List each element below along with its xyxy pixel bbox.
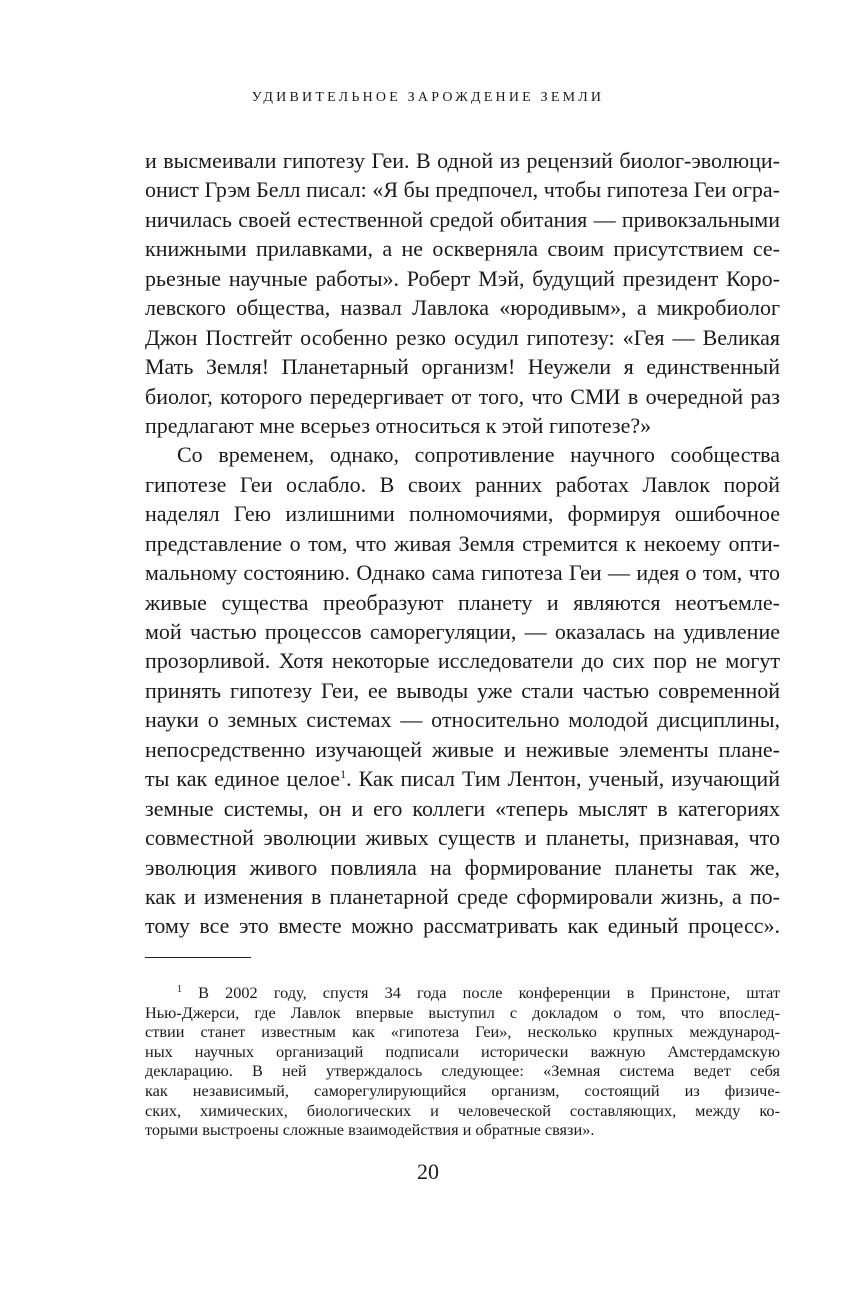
footnote-line: торыми выстроены сложные взаимодействия и обратные связи». xyxy=(145,1120,595,1140)
text-line: мальному состоянию. Однако сама гипотеза Геи — идея о том, что xyxy=(145,560,780,586)
text-segment: . Как писал Тим Лентон, ученый, изучающий xyxy=(346,766,780,792)
text-line: наделял Гею излишними полномочиями, формируя ошибочное xyxy=(145,501,780,527)
footnote-line: ных научных организаций подписали исторически важную Амстердамскую xyxy=(145,1041,780,1061)
text-line: предлагают мне всерьез относиться к этой гипотезе?» xyxy=(145,412,652,438)
text-line: земные системы, он и его коллеги «теперь мыслят в категориях xyxy=(145,795,780,821)
text-line: непосредственно изучающей живые и неживые элементы плане- xyxy=(145,736,780,762)
footnote-line: декларацию. В ней утверждалось следующее: «Земная система ведет себя xyxy=(145,1061,780,1081)
text-segment: ты как единое целое xyxy=(145,766,341,792)
text-line: левского общества, назвал Лавлока «юродивым», а микробиолог xyxy=(145,295,780,321)
footnote xyxy=(145,983,780,1140)
footnote-reference[interactable]: 1 xyxy=(340,767,347,782)
body-text xyxy=(145,146,780,941)
text-line: книжными прилавками, а не оскверняла своим присутствием се- xyxy=(145,236,780,262)
text-line: биолог, которого передергивает от того, что СМИ в очередной раз xyxy=(145,383,780,409)
text-line: гипотезе Геи ослабло. В своих ранних работах Лавлок порой xyxy=(145,471,780,497)
text-segment: В 2002 году, спустя 34 года после конференции в Принстоне, штат xyxy=(198,983,780,1002)
text-line: Со временем, однако, сопротивление научного сообщества xyxy=(177,442,780,468)
text-line: Мать Земля! Планетарный организм! Неужели я единственный xyxy=(145,354,780,380)
text-line: принять гипотезу Геи, ее выводы уже стали частью современной xyxy=(145,677,780,703)
footnote-line: Нью-Джерси, где Лавлок впервые выступил с докладом о том, что впослед- xyxy=(145,1002,780,1022)
text-line: как и изменения в планетарной среде сформировали жизнь, а по- xyxy=(145,883,780,909)
text-line: прозорливой. Хотя некоторые исследователи до сих пор не могут xyxy=(145,648,780,674)
text-line: совместной эволюции живых существ и планеты, признавая, что xyxy=(145,825,780,851)
text-line: науки о земных системах — относительно молодой дисциплины, xyxy=(145,707,780,733)
footnote-line: как независимый, саморегулирующийся организм, состоящий из физиче- xyxy=(145,1080,780,1100)
text-line: представление о том, что живая Земля стремится к некоему опти- xyxy=(145,530,780,556)
text-line: мой частью процессов саморегуляции, — оказалась на удивление xyxy=(145,619,780,644)
text-line: и высмеивали гипотезу Геи. В одной из рецензий биолог-эволюци- xyxy=(145,148,780,173)
footnote-line: ствии станет известным как «гипотеза Геи», несколько крупных международ- xyxy=(145,1022,780,1042)
text-line: живые существа преобразуют планету и являются неотъемле- xyxy=(145,589,780,615)
footnote-divider xyxy=(145,957,251,958)
text-line: Джон Постгейт особенно резко осудил гипотезу: «Гея — Великая xyxy=(145,324,780,350)
footnote-line xyxy=(145,983,780,1003)
text-line xyxy=(145,764,780,793)
running-header: УДИВИТЕЛЬНОЕ ЗАРОЖДЕНИЕ ЗЕМЛИ xyxy=(251,90,605,105)
text-line: рьезные научные работы». Роберт Мэй, будущий президент Коро- xyxy=(145,265,780,291)
text-line: ничилась своей естественной средой обитания — привокзальными xyxy=(145,206,780,232)
text-line: онист Грэм Белл писал: «Я бы предпочел, чтобы гипотеза Геи огра- xyxy=(145,177,780,203)
page-number: 20 xyxy=(417,1159,439,1184)
footnote-line: ских, химических, биологических и человеческой составляющих, между ко- xyxy=(145,1100,780,1120)
text-line: тому все это вместе можно рассматривать как единый процесс». xyxy=(145,913,780,939)
text-line: эволюция живого повлияла на формирование планеты так же, xyxy=(145,854,780,880)
footnote-marker: 1 xyxy=(177,984,182,995)
